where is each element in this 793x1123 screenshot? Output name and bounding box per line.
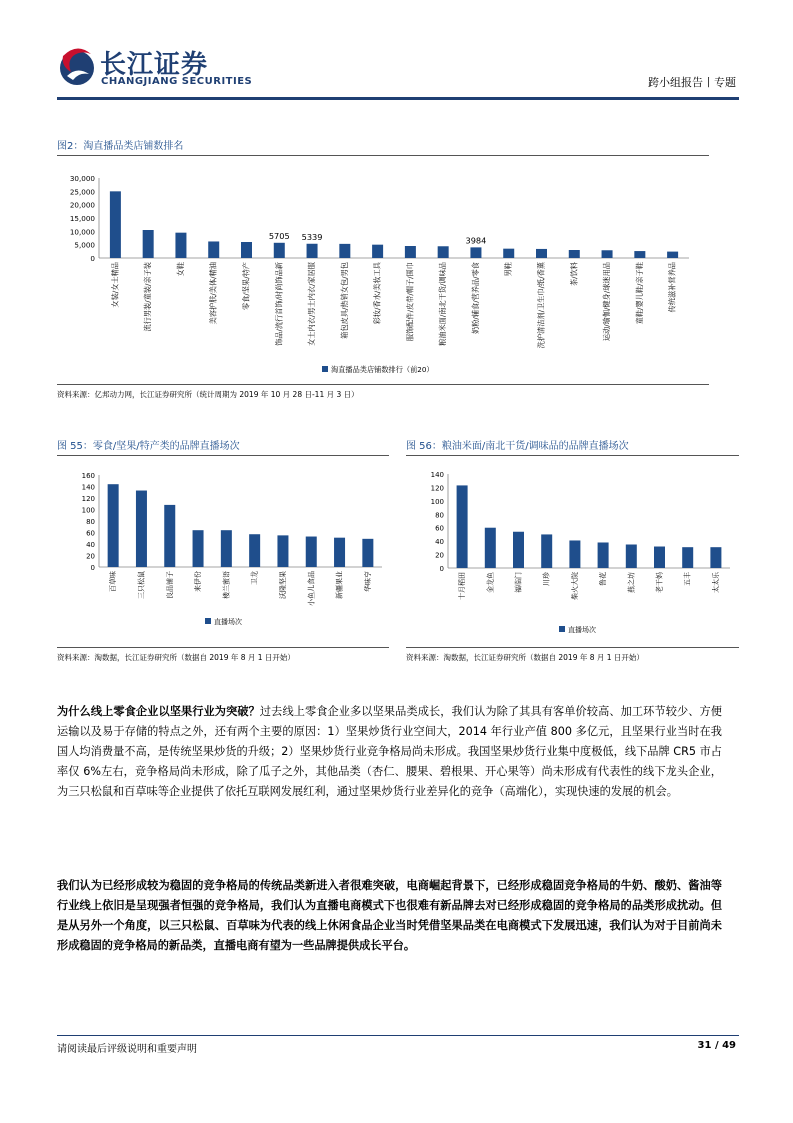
bar <box>274 243 285 258</box>
bar <box>307 244 318 258</box>
y-tick-label: 30,000 <box>69 174 95 183</box>
y-tick-label: 20 <box>86 552 95 561</box>
bar <box>485 528 496 568</box>
bar <box>334 538 345 567</box>
bar <box>249 534 260 567</box>
y-tick-label: 120 <box>430 484 444 493</box>
category-label: 老干妈 <box>655 572 664 593</box>
category-label: 十月稻田 <box>458 572 467 600</box>
data-label: 5339 <box>301 231 323 242</box>
category-label: 奶粉/辅食/营养品/零食 <box>470 262 480 334</box>
bar <box>634 251 645 258</box>
bar <box>221 530 232 567</box>
y-tick-label: 160 <box>81 472 95 480</box>
category-label: 卫龙 <box>250 571 259 585</box>
header-divider <box>57 97 739 100</box>
category-label: 柴火大院 <box>570 572 579 600</box>
category-label: 粮油米面/南北干货/调味品 <box>438 262 448 346</box>
figure-rule <box>57 384 709 385</box>
data-label: 3984 <box>465 235 487 246</box>
category-label: 小鱼儿食品 <box>307 571 316 606</box>
legend-swatch <box>205 618 211 624</box>
bar <box>470 247 481 258</box>
chart-snack-brands <box>57 460 392 645</box>
figure-rule <box>406 647 739 648</box>
legend-swatch <box>322 366 328 372</box>
bar <box>667 252 678 258</box>
bar <box>569 540 580 568</box>
data-label: 5705 <box>268 230 290 241</box>
bar <box>193 530 204 567</box>
figure-rule <box>57 155 709 156</box>
category-label: 女鞋 <box>175 262 185 277</box>
y-tick-label: 20,000 <box>69 200 95 210</box>
bar <box>208 241 219 258</box>
legend-label: 直播场次 <box>214 618 242 626</box>
legend-swatch <box>559 626 565 632</box>
y-tick-label: 40 <box>86 541 95 549</box>
report-type: 跨小组报告丨专题 <box>648 76 736 89</box>
y-tick-label: 25,000 <box>69 187 95 197</box>
bar <box>541 534 552 568</box>
category-label: 零食/坚果/特产 <box>241 262 251 310</box>
y-tick-label: 120 <box>81 495 95 503</box>
category-label: 华味亨 <box>363 571 372 592</box>
bar <box>136 491 147 567</box>
y-tick-label: 10,000 <box>69 227 95 237</box>
category-label: 童鞋/婴儿鞋/亲子鞋 <box>634 262 644 325</box>
category-label: 茶/饮料 <box>569 262 579 286</box>
y-tick-label: 100 <box>81 506 95 515</box>
category-label: 来伊份 <box>194 571 203 592</box>
category-label: 箱包皮具/热销女包/男包 <box>339 262 349 339</box>
y-tick-label: 0 <box>439 565 444 573</box>
category-label: 金龙鱼 <box>486 572 495 593</box>
y-tick-label: 100 <box>430 497 444 506</box>
y-tick-label: 40 <box>435 538 444 547</box>
category-label: 美容护肤/美体/精油 <box>208 262 218 325</box>
category-label: 楼兰蜜语 <box>222 571 231 599</box>
category-label: 男鞋 <box>503 262 513 277</box>
category-label: 流行男装/童装/亲子装 <box>143 262 153 332</box>
figure-source: 资料来源：淘数据，长江证券研究所（数据自 2019 年 8 月 1 日开始） <box>57 653 295 662</box>
category-label: 运动/瑜伽/健身/球迷用品 <box>602 262 612 342</box>
y-tick-label: 140 <box>81 483 95 492</box>
logo-text: 长江证券 <box>100 50 209 80</box>
category-label: 女装/女士精品 <box>110 262 120 308</box>
chart-grain-brands <box>406 460 739 645</box>
paragraph-1-text: 过去线上零食企业多以坚果品类成长，我们认为除了其具有客单价较高、加工环节较少、方便运输以及易于存储的特点之外，还有两个主要的原因：1）坚果炒货行业空间大，2014 年行业产值 800 多亿元，且坚果行业当时在我国人均消费量不高，是传统坚果炒货的升级；2）坚果炒货行业竞争格局尚未形成。我国坚果炒货行业集中度极低，线下品牌 CR5 市占率仅 6%左右，竞争格局尚未形成，除了瓜子之外，其他品类（杏仁、腰果、碧根果、开心果等）尚未形成有代表性的线下龙头企业，为三只松鼠和百草味等企业提供了依托互联网发展红利，通过坚果炒货行业差异化的竞争（高端化），实现快速的发展的机会。 <box>57 705 722 798</box>
bar <box>143 230 154 258</box>
bar <box>503 249 514 258</box>
bar <box>654 547 665 568</box>
figure-rule <box>57 647 389 648</box>
footer-divider <box>57 1035 739 1036</box>
company-logo-icon <box>57 40 97 90</box>
y-tick-label: 80 <box>86 518 95 526</box>
bar <box>108 484 119 567</box>
category-label: 彩妆/香水/美妆工具 <box>372 262 382 325</box>
bar <box>175 233 186 258</box>
bar <box>164 505 175 567</box>
y-tick-label: 60 <box>86 529 95 538</box>
figure-source: 资料来源：淘数据，长江证券研究所（数据自 2019 年 8 月 1 日开始） <box>406 653 644 662</box>
figure-rule <box>57 455 389 456</box>
category-label: 洗护清洁剂/卫生巾/纸/香薰 <box>536 262 546 349</box>
figure-title: 图2：淘直播品类店铺数排名 <box>57 141 184 152</box>
legend-label: 直播场次 <box>568 626 596 634</box>
paragraph-2 <box>57 876 722 956</box>
y-tick-label: 15,000 <box>69 214 95 223</box>
category-label: 饰品/流行首饰/时尚饰品新 <box>274 262 284 346</box>
y-tick-label: 0 <box>90 254 95 263</box>
category-label: 川珍 <box>542 572 551 586</box>
page-number: 31 / 49 <box>697 1040 736 1051</box>
bar <box>569 250 580 258</box>
bar <box>457 485 468 568</box>
bar <box>362 539 373 567</box>
figure-title: 图 55：零食/坚果/特产类的品牌直播场次 <box>57 441 240 452</box>
bar <box>598 542 609 568</box>
category-label: 良品铺子 <box>165 571 174 599</box>
paragraph-1-lead: 为什么线上零食企业以坚果行业为突破？ <box>57 705 260 718</box>
category-label: 服饰配件/皮带/帽子/围巾 <box>405 262 415 342</box>
y-tick-label: 20 <box>435 551 444 560</box>
category-label: 传统滋补营养品 <box>667 262 677 313</box>
category-label: 鲁花 <box>599 572 608 586</box>
category-label: 沃隆坚果 <box>278 571 287 599</box>
y-tick-label: 80 <box>435 511 444 520</box>
category-label: 福临门 <box>514 572 523 593</box>
y-tick-label: 0 <box>90 564 95 572</box>
bar <box>682 547 693 568</box>
bar <box>626 545 637 569</box>
bar <box>277 535 288 567</box>
bar <box>339 244 350 258</box>
bar <box>710 547 721 568</box>
y-tick-label: 140 <box>430 471 444 479</box>
category-label: 新疆果业 <box>335 571 344 599</box>
bar <box>110 191 121 258</box>
category-label: 百草味 <box>109 571 118 592</box>
category-label: 女士内衣/男士内衣/家居服 <box>307 262 317 346</box>
category-label: 太太乐 <box>711 572 720 593</box>
paragraph-2-text: 我们认为已经形成较为稳固的竞争格局的传统品类新进入者很难突破，电商崛起背景下，已经形成稳固竞争格局的牛奶、酸奶、酱油等行业线上依旧是呈现强者恒强的竞争格局，我们认为直播电商模式下也很难有新品牌去对已经形成稳固的竞争格局的品类形成扰动。但是从另外一个角度，以三只松鼠、百草味为代表的线上休闲食品企业当时凭借坚果品类在电商模式下发展迅速，我们认为对于目前尚未形成稳固的竞争格局的新品类，直播电商有望为一些品牌提供成长平台。 <box>57 879 722 952</box>
legend-label: 淘直播品类店铺数排行（前20） <box>331 365 434 374</box>
chart-store-count <box>57 160 717 382</box>
y-tick-label: 5,000 <box>74 240 95 250</box>
bar <box>241 242 252 258</box>
bar <box>306 537 317 567</box>
footer-disclaimer: 请阅读最后评级说明和重要声明 <box>57 1044 197 1055</box>
y-tick-label: 60 <box>435 524 444 533</box>
category-label: 五丰 <box>683 572 692 586</box>
bar <box>513 532 524 568</box>
bar <box>438 246 449 258</box>
bar <box>405 246 416 258</box>
category-label: 三只松鼠 <box>137 571 146 599</box>
paragraph-1 <box>57 702 722 802</box>
bar <box>536 249 547 258</box>
logo-text-en: CHANGJIANG SECURITIES <box>101 76 253 87</box>
figure-rule <box>406 455 739 456</box>
bar <box>372 245 383 258</box>
bar <box>602 250 613 258</box>
figure-source: 资料来源：亿邦动力网，长江证券研究所（统计周期为 2019 年 10 月 28 日-11 月 3 日） <box>57 390 359 399</box>
figure-title: 图 56：粮油米面/南北干货/调味品的品牌直播场次 <box>406 441 629 452</box>
category-label: 燕之坊 <box>627 572 636 593</box>
